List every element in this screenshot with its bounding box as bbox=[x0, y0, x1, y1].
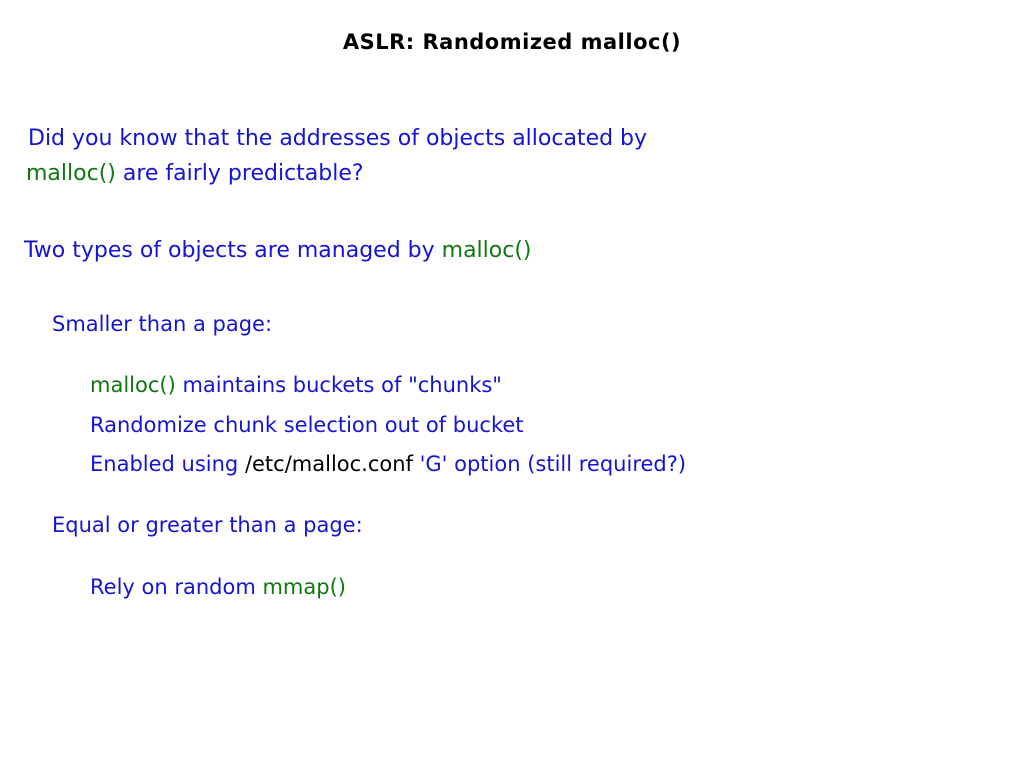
malloc-code-token: malloc() bbox=[441, 238, 532, 263]
malloc-code-token: malloc() bbox=[90, 373, 176, 397]
intro-text-part-2: are fairly predictable? bbox=[115, 161, 364, 186]
bullet-randomize-chunk: Randomize chunk selection out of bucket bbox=[90, 413, 524, 437]
malloc-code-token: malloc() bbox=[26, 161, 116, 186]
object-types-paragraph bbox=[24, 238, 532, 263]
bullet-option-text: 'G' option (still required?) bbox=[412, 452, 687, 476]
bullet-malloc-conf-option bbox=[90, 452, 686, 476]
bullet-malloc-buckets bbox=[90, 373, 502, 397]
page-title: ASLR: Randomized malloc() bbox=[342, 30, 682, 54]
object-types-text: Two types of objects are managed by bbox=[24, 238, 442, 263]
section-heading-equal-or-greater-than-page: Equal or greater than a page: bbox=[52, 513, 363, 537]
intro-paragraph-line-2 bbox=[26, 161, 364, 186]
intro-text-part-1: Did you know that the addresses of objects allocated by bbox=[28, 126, 648, 151]
bullet-rely-text: Rely on random bbox=[90, 575, 263, 599]
bullet-enabled-using-text: Enabled using bbox=[90, 452, 245, 476]
mmap-code-token: mmap() bbox=[262, 575, 346, 599]
section-heading-smaller-than-page: Smaller than a page: bbox=[52, 312, 273, 336]
bullet-malloc-buckets-text: maintains buckets of "chunks" bbox=[175, 373, 502, 397]
malloc-conf-path: /etc/malloc.conf bbox=[244, 452, 413, 476]
bullet-rely-on-random-mmap bbox=[90, 575, 346, 599]
intro-paragraph-line-1 bbox=[28, 126, 647, 151]
